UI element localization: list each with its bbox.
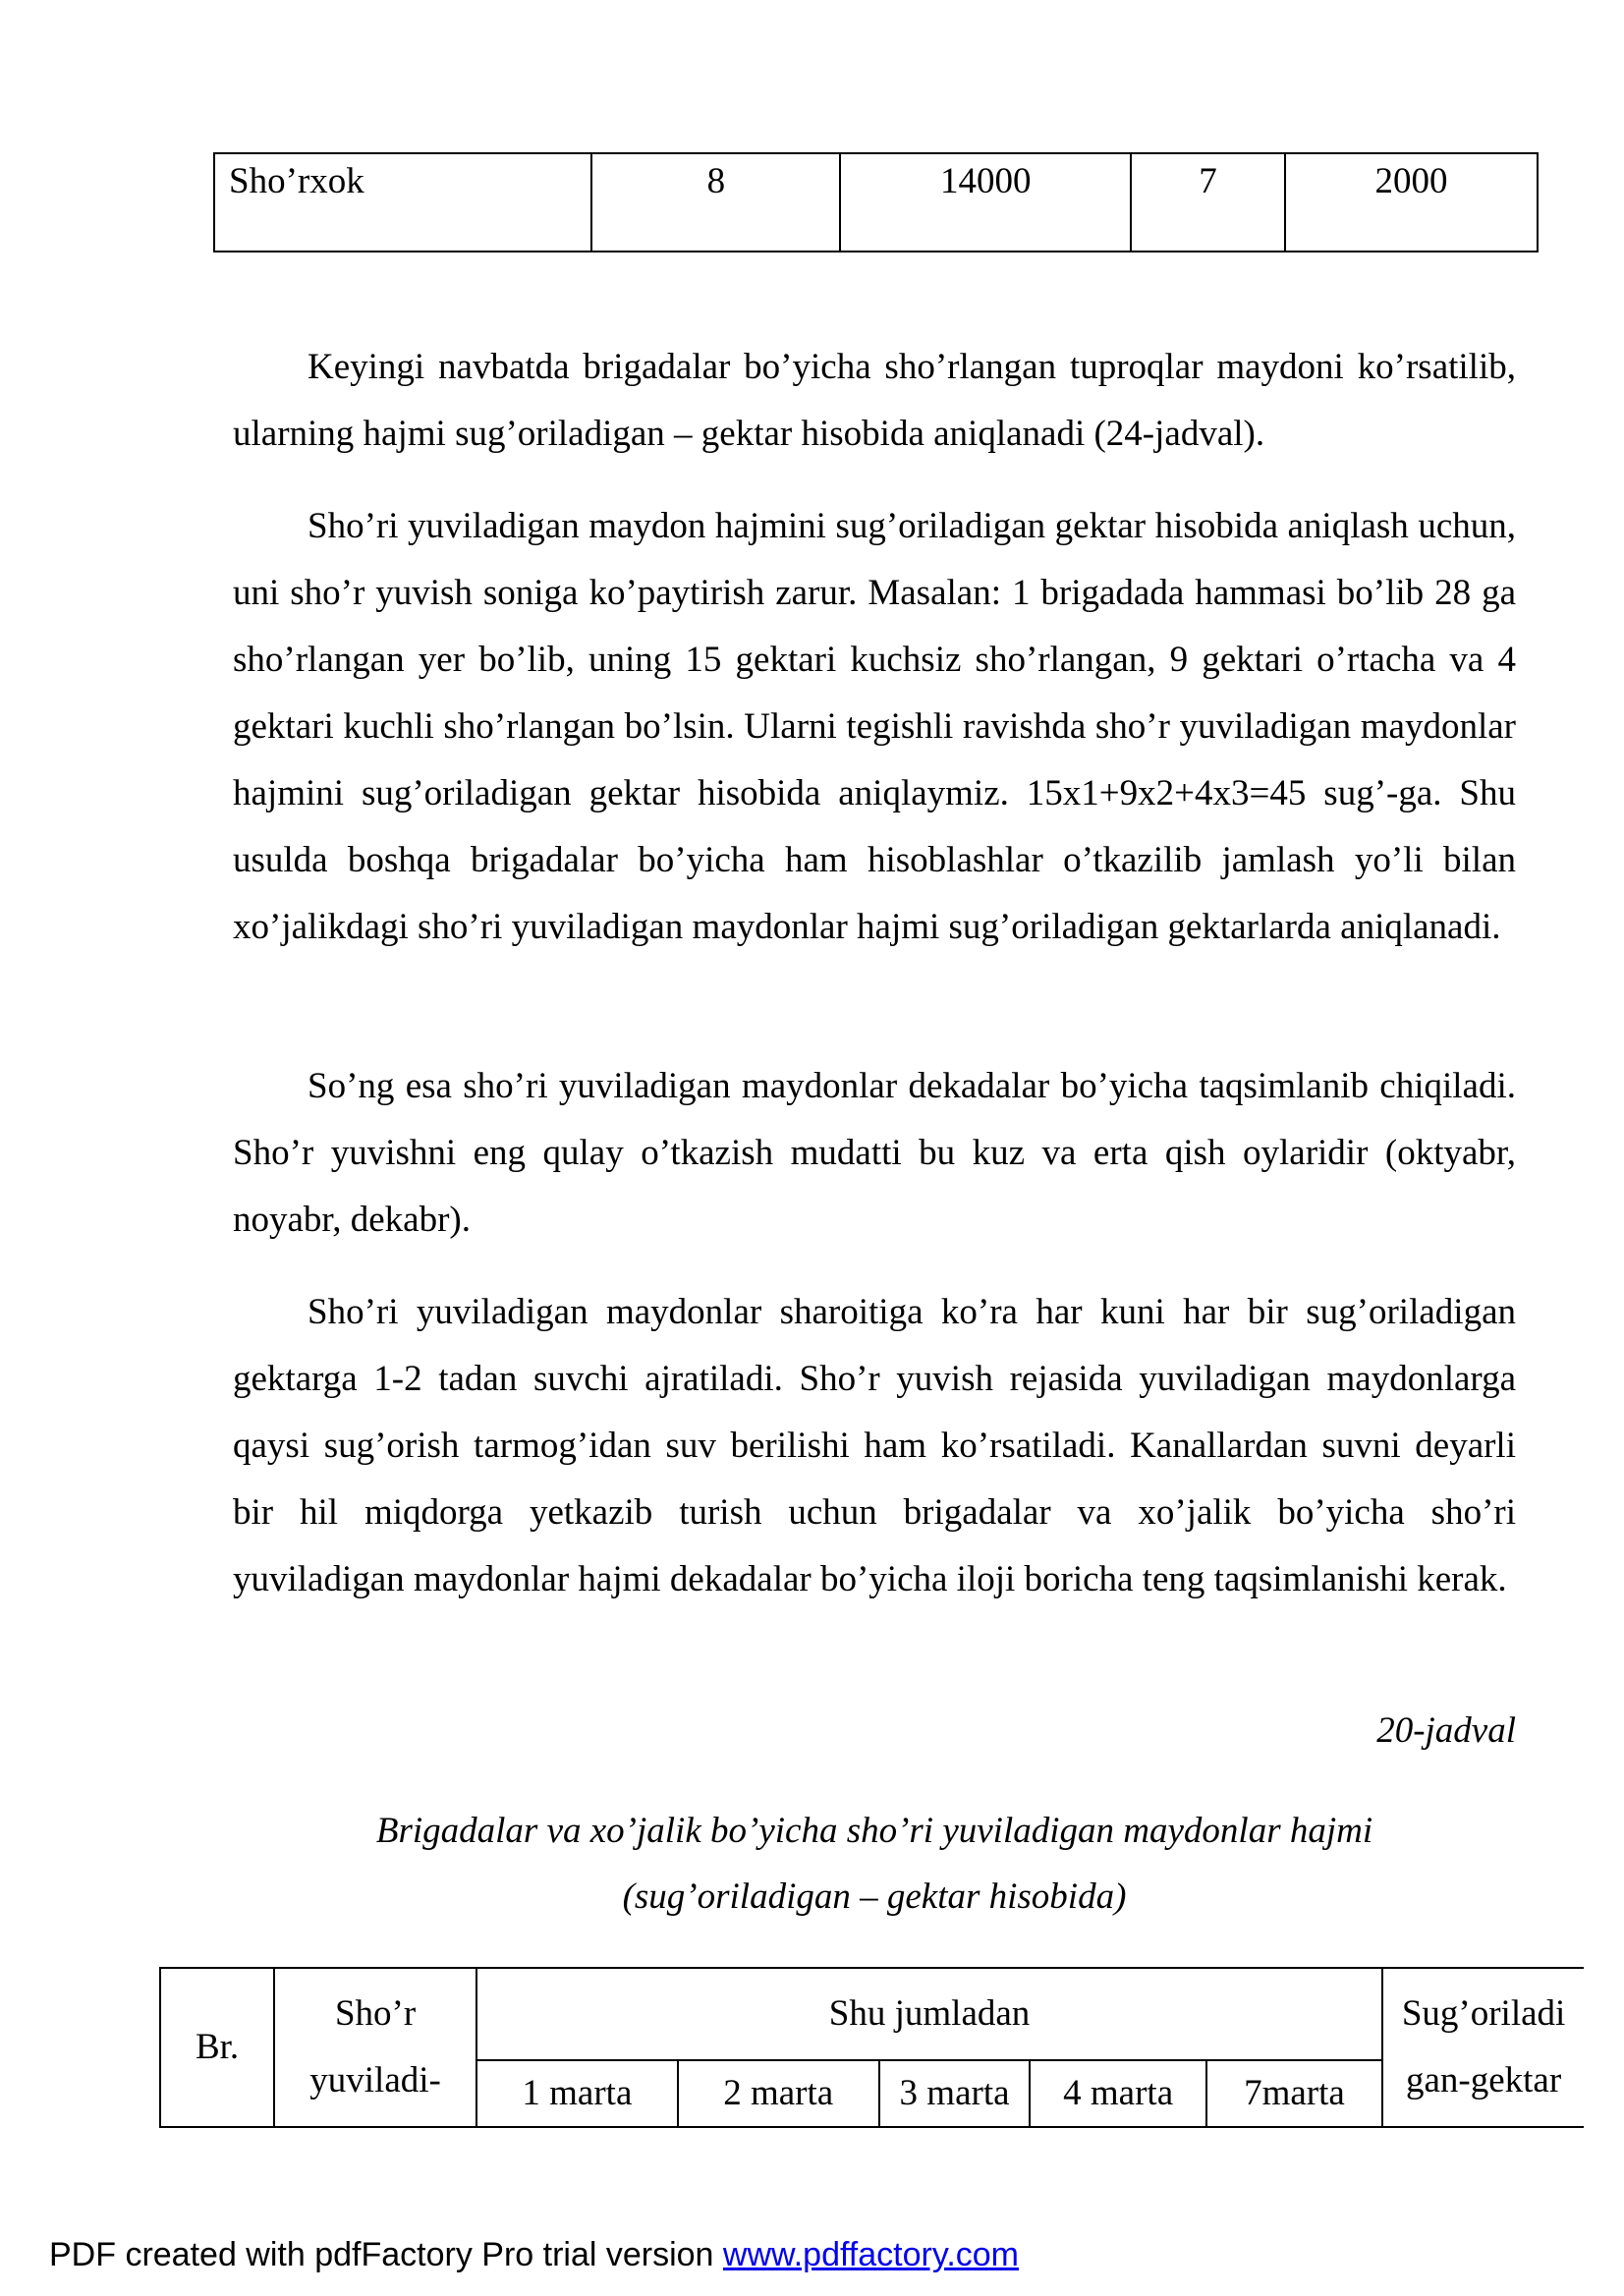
- header-shu-jumladan: Shu jumladan: [476, 1968, 1382, 2060]
- header-sug-line2: gan-gektar: [1405, 2060, 1562, 2100]
- bottom-table: [159, 1967, 1584, 2128]
- header-shor-line1: Sho’r: [334, 1993, 417, 2034]
- table-cell: 2000: [1285, 153, 1538, 252]
- header-sugoriladigan-gektar: [1382, 1968, 1584, 2127]
- header-shor-yuviladi: [274, 1968, 476, 2127]
- header-3-marta: 3 marta: [879, 2060, 1031, 2127]
- top-table: [213, 152, 1539, 252]
- paragraph-4: Sho’ri yuviladigan maydonlar sharoitiga ko’ra har kuni har bir sug’oriladigan gektarga 1-2 tadan suvchi ajratiladi. Sho’r yuvish rejasida yuviladigan maydonlarga qaysi sug’orish tarmog’idan suv berilishi ham ko’rsatiladi. Kanallardan suvni deyarli bir hil miqdorga yetkazib turish uchun brigadalar va xo’jalik bo’yicha sho’ri yuviladigan maydonlar hajmi dekadalar bo’yicha iloji boricha teng taqsimlanishi kerak.: [233, 1292, 1516, 1599]
- header-7-marta: 7marta: [1206, 2060, 1382, 2127]
- table-caption-line1: Brigadalar va xo’jalik bo’yicha sho’ri yuviladigan maydonlar hajmi: [375, 1811, 1373, 1851]
- header-br: Br.: [160, 1968, 274, 2127]
- table-cell: 14000: [840, 153, 1131, 252]
- table-cell: Sho’rxok: [214, 153, 591, 252]
- table-label: 20-jadval: [1376, 1710, 1516, 1751]
- table-cell: 8: [591, 153, 840, 252]
- table-header-row: [160, 1968, 1584, 2060]
- pdf-footer: [49, 2236, 1019, 2274]
- paragraph-3: So’ng esa sho’ri yuviladigan maydonlar dekadalar bo’yicha taqsimlanib chiqiladi. Sho’r yuvishni eng qulay o’tkazish mudatti bu kuz va erta qish oylaridir (oktyabr, noyabr, dekabr).: [233, 1066, 1516, 1240]
- header-sug-line1: Sug’oriladi: [1401, 1993, 1566, 2034]
- paragraph-1: Keyingi navbatda brigadalar bo’yicha sho’rlangan tuproqlar maydoni ko’rsatilib, ularning hajmi sug’oriladigan – gektar hisobida aniqlanadi (24-jadval).: [233, 347, 1516, 454]
- header-4-marta: 4 marta: [1030, 2060, 1205, 2127]
- paragraph-2: Sho’ri yuviladigan maydon hajmini sug’oriladigan gektar hisobida aniqlash uchun, uni sho’r yuvish soniga ko’paytirish zarur. Masalan: 1 brigadada hammasi bo’lib 28 ga sho’rlangan yer bo’lib, uning 15 gektari kuchsiz sho’rlangan, 9 gektari o’rtacha va 4 gektari kuchli sho’rlangan bo’lsin. Ularni tegishli ravishda sho’r yuviladigan maydonlar hajmini sug’oriladigan gektar hisobida aniqlaymiz. 15x1+9x2+4x3=45 sug’-ga. Shu usulda boshqa brigadalar bo’yicha ham hisoblashlar o’tkazilib jamlash yo’li bilan xo’jalikdagi sho’ri yuviladigan maydonlar hajmi sug’oriladigan gektarlarda aniqlanadi.: [233, 506, 1516, 947]
- header-2-marta: 2 marta: [678, 2060, 879, 2127]
- table-row: [214, 153, 1538, 252]
- table-caption-line2: (sug’oriladigan – gektar hisobida): [622, 1876, 1127, 1917]
- table-cell: 7: [1131, 153, 1285, 252]
- footer-link[interactable]: www.pdffactory.com: [722, 2236, 1019, 2273]
- footer-text: PDF created with pdfFactory Pro trial version: [49, 2236, 723, 2273]
- header-shor-line2: yuviladi-: [309, 2060, 441, 2100]
- header-1-marta: 1 marta: [476, 2060, 678, 2127]
